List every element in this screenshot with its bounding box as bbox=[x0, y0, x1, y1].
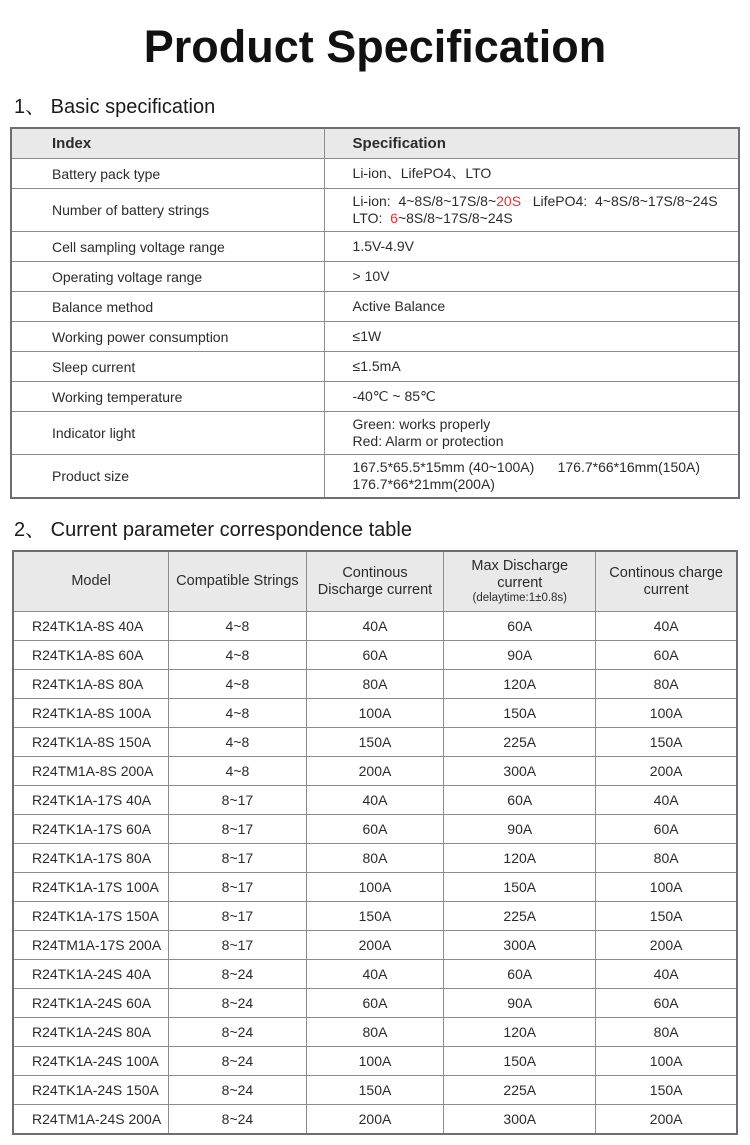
model-cell: R24TK1A-8S 80A bbox=[13, 670, 169, 699]
model-cell: R24TK1A-17S 80A bbox=[13, 844, 169, 873]
current-table-column-header bbox=[306, 551, 444, 612]
basic-spec-row bbox=[11, 292, 739, 322]
spec-index-cell: Working power consumption bbox=[11, 322, 324, 352]
value-cell: 100A bbox=[306, 1047, 444, 1076]
value-cell: 100A bbox=[306, 873, 444, 902]
value-cell: 8~17 bbox=[169, 786, 307, 815]
section1-heading: 1、 Basic specification bbox=[14, 95, 216, 118]
value-cell: 100A bbox=[306, 699, 444, 728]
value-cell: 40A bbox=[306, 612, 444, 641]
current-table-body bbox=[13, 612, 737, 1134]
value-cell: 60A bbox=[596, 641, 737, 670]
current-table-column-header bbox=[444, 551, 596, 612]
model-cell: R24TK1A-8S 100A bbox=[13, 699, 169, 728]
spec-value-cell bbox=[324, 352, 739, 382]
current-table-row bbox=[13, 786, 737, 815]
value-cell: 200A bbox=[596, 757, 737, 786]
value-cell: 100A bbox=[596, 699, 737, 728]
spec-value-text: 1.5V-4.9V bbox=[352, 238, 415, 254]
current-table-row bbox=[13, 1076, 737, 1105]
value-cell: 120A bbox=[444, 670, 596, 699]
spec-value-line bbox=[353, 358, 737, 375]
value-cell: 200A bbox=[306, 757, 444, 786]
current-table-row bbox=[13, 670, 737, 699]
header-note: (delaytime:1±0.8s) bbox=[472, 592, 568, 604]
spec-value-line bbox=[353, 416, 737, 433]
model-cell: R24TK1A-24S 60A bbox=[13, 989, 169, 1018]
value-cell: 8~24 bbox=[169, 1047, 307, 1076]
spec-index-cell: Indicator light bbox=[11, 412, 324, 455]
model-cell: R24TM1A-17S 200A bbox=[13, 931, 169, 960]
current-table-row bbox=[13, 641, 737, 670]
value-cell: 150A bbox=[306, 728, 444, 757]
model-cell: R24TK1A-24S 100A bbox=[13, 1047, 169, 1076]
model-cell: R24TK1A-17S 60A bbox=[13, 815, 169, 844]
value-cell: 60A bbox=[444, 786, 596, 815]
spec-value-line bbox=[353, 238, 737, 255]
value-cell: 4~8 bbox=[169, 670, 307, 699]
spec-value-line bbox=[353, 433, 737, 450]
spec-value-highlight: 6 bbox=[390, 210, 398, 226]
spec-value-text: LifePO4: 4~8S/8~17S/8~24S bbox=[521, 193, 718, 209]
value-cell: 225A bbox=[444, 1076, 596, 1105]
value-cell: 8~17 bbox=[169, 873, 307, 902]
specification-column-header: Specification bbox=[324, 128, 739, 159]
current-table-column-header bbox=[169, 551, 307, 612]
header-line: Model bbox=[71, 573, 111, 589]
current-table-row bbox=[13, 960, 737, 989]
spec-value-cell bbox=[324, 382, 739, 412]
value-cell: 300A bbox=[444, 1105, 596, 1134]
spec-index-cell: Battery pack type bbox=[11, 159, 324, 189]
spec-value-text: LTO: bbox=[352, 210, 391, 226]
spec-value-cell bbox=[324, 232, 739, 262]
spec-index-cell: Number of battery strings bbox=[11, 189, 324, 232]
header-line: current bbox=[497, 575, 543, 591]
value-cell: 8~24 bbox=[169, 989, 307, 1018]
value-cell: 80A bbox=[596, 670, 737, 699]
model-cell: R24TK1A-24S 80A bbox=[13, 1018, 169, 1047]
value-cell: 60A bbox=[596, 815, 737, 844]
header-line: Continous bbox=[342, 564, 408, 581]
value-cell: 8~24 bbox=[169, 1076, 307, 1105]
spec-value-line bbox=[353, 298, 737, 315]
current-table-row bbox=[13, 1105, 737, 1134]
spec-value-cell bbox=[324, 262, 739, 292]
value-cell: 40A bbox=[306, 786, 444, 815]
value-cell: 4~8 bbox=[169, 612, 307, 641]
model-cell: R24TK1A-24S 40A bbox=[13, 960, 169, 989]
spec-value-cell bbox=[324, 412, 739, 455]
value-cell: 200A bbox=[306, 931, 444, 960]
value-cell: 8~24 bbox=[169, 1018, 307, 1047]
basic-spec-row bbox=[11, 262, 739, 292]
value-cell: 120A bbox=[444, 844, 596, 873]
spec-value-text: Green: works properly bbox=[352, 416, 491, 432]
spec-index-cell: Sleep current bbox=[11, 352, 324, 382]
value-cell: 80A bbox=[306, 1018, 444, 1047]
value-cell: 225A bbox=[444, 902, 596, 931]
value-cell: 8~24 bbox=[169, 960, 307, 989]
current-table-row bbox=[13, 699, 737, 728]
spec-value-text: Li-ion、LifePO4、LTO bbox=[352, 165, 492, 181]
spec-value-cell bbox=[324, 159, 739, 189]
spec-value-line bbox=[353, 193, 737, 210]
value-cell: 300A bbox=[444, 931, 596, 960]
value-cell: 4~8 bbox=[169, 699, 307, 728]
value-cell: 4~8 bbox=[169, 728, 307, 757]
basic-spec-header-row bbox=[11, 128, 739, 159]
value-cell: 60A bbox=[596, 989, 737, 1018]
current-table-row bbox=[13, 873, 737, 902]
value-cell: 90A bbox=[444, 641, 596, 670]
value-cell: 100A bbox=[596, 1047, 737, 1076]
current-table-row bbox=[13, 728, 737, 757]
index-column-header: Index bbox=[11, 128, 324, 159]
value-cell: 200A bbox=[306, 1105, 444, 1134]
basic-spec-table bbox=[10, 127, 740, 500]
value-cell: 300A bbox=[444, 757, 596, 786]
value-cell: 150A bbox=[444, 873, 596, 902]
current-table-row bbox=[13, 612, 737, 641]
current-table-row bbox=[13, 931, 737, 960]
value-cell: 40A bbox=[306, 960, 444, 989]
spec-value-text: -40℃ ~ 85℃ bbox=[352, 388, 436, 404]
spec-index-cell: Cell sampling voltage range bbox=[11, 232, 324, 262]
spec-value-text: 176.7*66*21mm(200A) bbox=[352, 476, 495, 492]
spec-value-line bbox=[353, 210, 737, 227]
current-table-row bbox=[13, 902, 737, 931]
value-cell: 80A bbox=[596, 1018, 737, 1047]
value-cell: 150A bbox=[444, 699, 596, 728]
value-cell: 40A bbox=[596, 786, 737, 815]
value-cell: 40A bbox=[596, 612, 737, 641]
value-cell: 8~17 bbox=[169, 815, 307, 844]
model-cell: R24TK1A-17S 150A bbox=[13, 902, 169, 931]
spec-index-cell: Working temperature bbox=[11, 382, 324, 412]
value-cell: 60A bbox=[444, 960, 596, 989]
model-cell: R24TK1A-17S 40A bbox=[13, 786, 169, 815]
value-cell: 60A bbox=[306, 989, 444, 1018]
basic-spec-row bbox=[11, 455, 739, 499]
page-title: Product Specification bbox=[143, 21, 607, 72]
value-cell: 120A bbox=[444, 1018, 596, 1047]
model-cell: R24TK1A-8S 60A bbox=[13, 641, 169, 670]
current-table-header-row bbox=[13, 551, 737, 612]
header-line: Compatible Strings bbox=[176, 573, 299, 589]
spec-index-cell: Balance method bbox=[11, 292, 324, 322]
value-cell: 90A bbox=[444, 989, 596, 1018]
value-cell: 225A bbox=[444, 728, 596, 757]
spec-value-text: Li-ion: 4~8S/8~17S/8~ bbox=[352, 193, 497, 209]
spec-value-text: ≤1.5mA bbox=[352, 358, 401, 374]
spec-index-cell: Product size bbox=[11, 455, 324, 499]
spec-value-line bbox=[353, 165, 737, 182]
model-cell: R24TK1A-17S 100A bbox=[13, 873, 169, 902]
basic-spec-row bbox=[11, 189, 739, 232]
header-line: Max Discharge bbox=[471, 558, 569, 574]
model-cell: R24TK1A-24S 150A bbox=[13, 1076, 169, 1105]
value-cell: 8~17 bbox=[169, 931, 307, 960]
basic-spec-row bbox=[11, 232, 739, 262]
header-line: Continous charge bbox=[609, 564, 723, 581]
current-table-row bbox=[13, 1018, 737, 1047]
spec-value-cell bbox=[324, 292, 739, 322]
value-cell: 4~8 bbox=[169, 641, 307, 670]
current-table-row bbox=[13, 815, 737, 844]
spec-value-line bbox=[353, 388, 737, 405]
spec-value-cell bbox=[324, 455, 739, 499]
spec-value-line bbox=[353, 268, 737, 285]
spec-value-line bbox=[353, 328, 737, 345]
value-cell: 80A bbox=[306, 670, 444, 699]
value-cell: 150A bbox=[444, 1047, 596, 1076]
model-cell: R24TK1A-8S 150A bbox=[13, 728, 169, 757]
value-cell: 150A bbox=[596, 1076, 737, 1105]
spec-value-cell bbox=[324, 322, 739, 352]
current-table-column-header bbox=[13, 551, 169, 612]
header-line: Discharge current bbox=[317, 581, 433, 598]
spec-value-text: ≤1W bbox=[352, 328, 382, 344]
spec-value-line bbox=[353, 459, 737, 476]
basic-spec-row bbox=[11, 159, 739, 189]
spec-value-text: ~8S/8~17S/8~24S bbox=[397, 210, 513, 226]
basic-spec-row bbox=[11, 382, 739, 412]
value-cell: 8~17 bbox=[169, 902, 307, 931]
header-line: current bbox=[643, 581, 689, 598]
current-table-row bbox=[13, 989, 737, 1018]
spec-value-highlight: 20S bbox=[496, 193, 522, 209]
value-cell: 150A bbox=[306, 1076, 444, 1105]
current-table-row bbox=[13, 1047, 737, 1076]
spec-value-line bbox=[353, 476, 737, 493]
value-cell: 150A bbox=[306, 902, 444, 931]
current-parameter-table bbox=[12, 550, 738, 1135]
current-table-row bbox=[13, 844, 737, 873]
spec-index-cell: Operating voltage range bbox=[11, 262, 324, 292]
current-table-column-header bbox=[596, 551, 737, 612]
spec-value-text: Red: Alarm or protection bbox=[352, 433, 504, 449]
basic-spec-row bbox=[11, 322, 739, 352]
spec-value-text: 167.5*65.5*15mm (40~100A) 176.7*66*16mm(150A) bbox=[352, 459, 701, 475]
value-cell: 150A bbox=[596, 728, 737, 757]
value-cell: 4~8 bbox=[169, 757, 307, 786]
value-cell: 90A bbox=[444, 815, 596, 844]
value-cell: 8~17 bbox=[169, 844, 307, 873]
value-cell: 80A bbox=[596, 844, 737, 873]
model-cell: R24TK1A-8S 40A bbox=[13, 612, 169, 641]
value-cell: 200A bbox=[596, 1105, 737, 1134]
spec-value-text: Active Balance bbox=[352, 298, 446, 314]
value-cell: 40A bbox=[596, 960, 737, 989]
value-cell: 80A bbox=[306, 844, 444, 873]
value-cell: 100A bbox=[596, 873, 737, 902]
value-cell: 60A bbox=[306, 815, 444, 844]
value-cell: 60A bbox=[306, 641, 444, 670]
value-cell: 200A bbox=[596, 931, 737, 960]
basic-spec-row bbox=[11, 352, 739, 382]
value-cell: 60A bbox=[444, 612, 596, 641]
spec-value-text: > 10V bbox=[352, 268, 390, 284]
section2-heading: 2、 Current parameter correspondence table bbox=[14, 519, 412, 541]
value-cell: 150A bbox=[596, 902, 737, 931]
model-cell: R24TM1A-24S 200A bbox=[13, 1105, 169, 1134]
model-cell: R24TM1A-8S 200A bbox=[13, 757, 169, 786]
basic-spec-row bbox=[11, 412, 739, 455]
basic-spec-body bbox=[11, 159, 739, 499]
value-cell: 8~24 bbox=[169, 1105, 307, 1134]
spec-value-cell bbox=[324, 189, 739, 232]
current-table-row bbox=[13, 757, 737, 786]
